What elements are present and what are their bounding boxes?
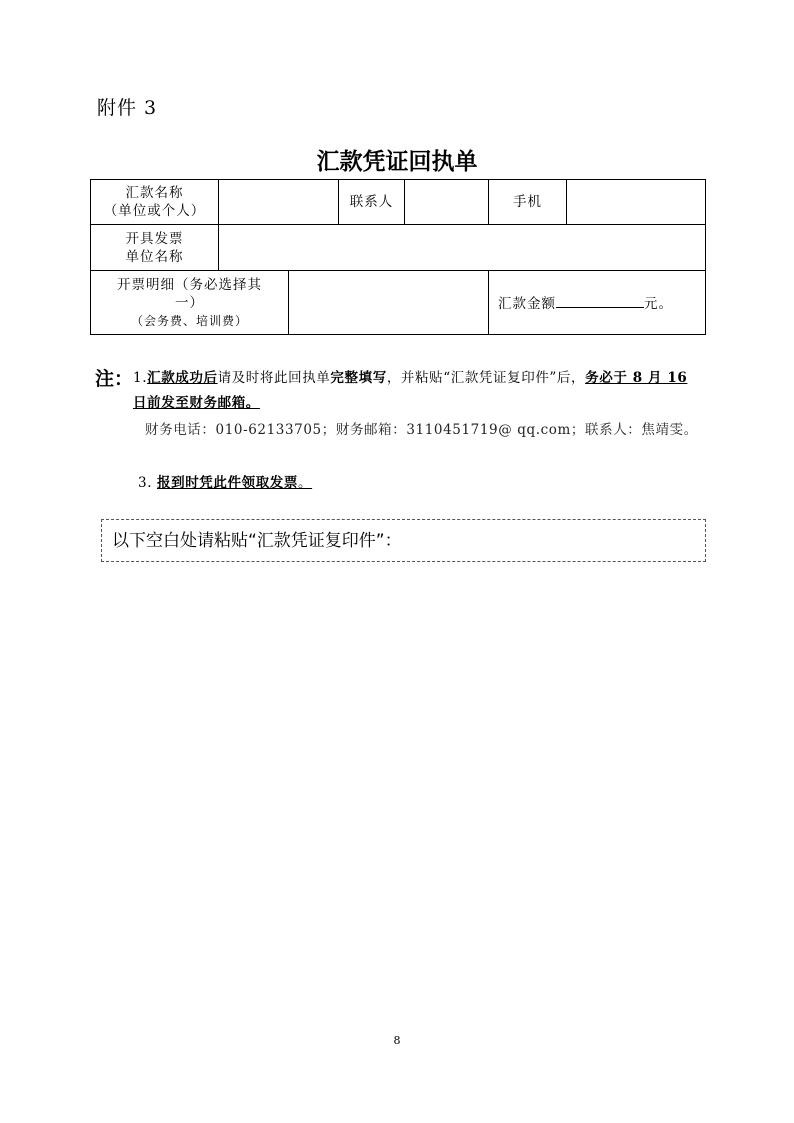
page-title: 汇款凭证回执单 — [316, 149, 478, 175]
remitter-name-label: 汇款名称 （单位或个人） — [91, 180, 219, 225]
phone-label: 手机 — [489, 180, 567, 225]
attachment-label: 附件 3 — [97, 97, 158, 119]
note-3: 3. 报到时凭此件领取发票。 — [138, 475, 313, 491]
amount-unit: 元。 — [644, 295, 673, 312]
table-row — [91, 225, 706, 271]
invoice-unit-label: 开具发票 单位名称 — [91, 225, 219, 271]
phone-field[interactable] — [567, 180, 706, 225]
notes-marker: 注： — [95, 368, 134, 390]
invoice-detail-label: 开票明细（务必选择其 一） （会务费、培训费） — [91, 271, 289, 335]
finance-contact-line: 财务电话：010-62133705；财务邮箱：3110451719@ qq.com；联系人：焦靖雯。 — [145, 422, 698, 438]
amount-label: 汇款金额 — [498, 295, 556, 312]
paste-area-box — [101, 519, 706, 562]
table-row — [91, 271, 706, 335]
note-1: 1.汇款成功后请及时将此回执单完整填写，并粘贴“汇款凭证复印件”后，务必于 8 月 16 日前发至财务邮箱。 — [133, 370, 688, 411]
contact-person-field[interactable] — [405, 180, 489, 225]
receipt-form-table — [90, 179, 706, 335]
remitter-name-field[interactable] — [219, 180, 339, 225]
paste-area-label: 以下空白处请粘贴“汇款凭证复印件”： — [112, 531, 402, 551]
remittance-amount-cell — [489, 271, 706, 335]
contact-person-label: 联系人 — [339, 180, 405, 225]
amount-input-line[interactable] — [556, 293, 644, 308]
page-number: 8 — [393, 1034, 401, 1047]
invoice-detail-field[interactable] — [289, 271, 489, 335]
table-row — [91, 180, 706, 225]
invoice-unit-field[interactable] — [219, 225, 706, 271]
